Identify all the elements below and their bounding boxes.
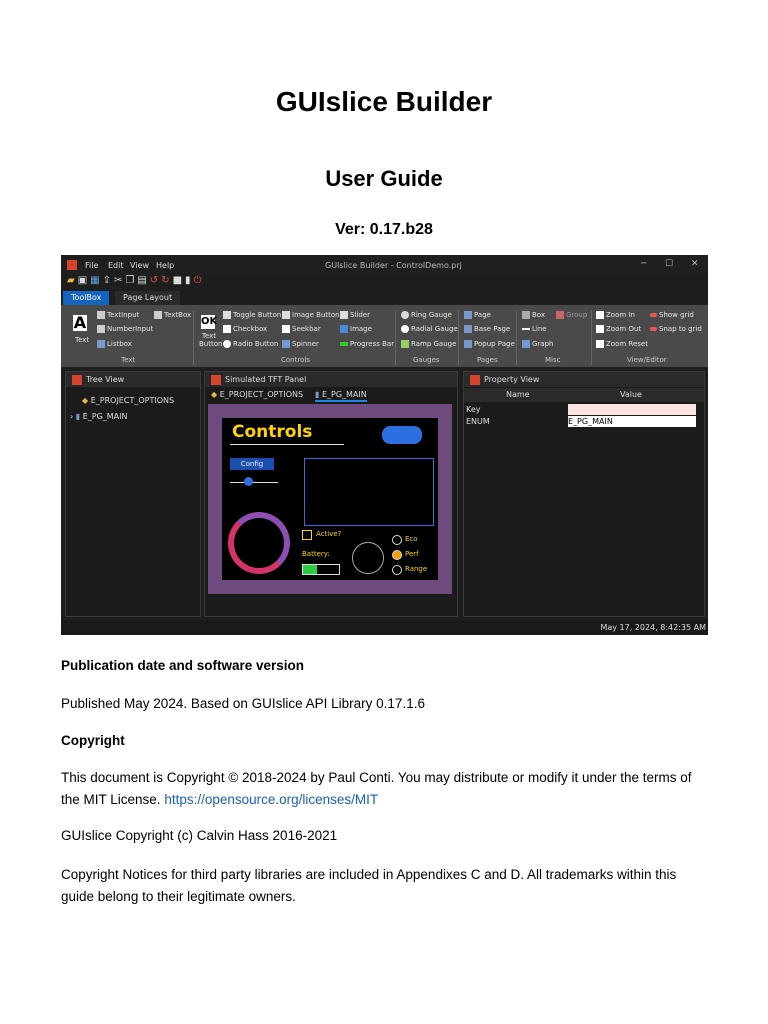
base-page-icon [464, 325, 472, 333]
slider-item[interactable]: Slider [340, 311, 370, 319]
tab-toolbox[interactable]: ToolBox [63, 291, 109, 305]
text-label[interactable]: Text [75, 336, 90, 344]
zoom-out-item[interactable]: Zoom Out [596, 325, 641, 333]
document-subtitle: User Guide [325, 166, 443, 191]
property-value-enum[interactable]: E_PG_MAIN [568, 416, 696, 427]
group-icon [556, 311, 564, 319]
line-icon [522, 328, 530, 330]
redo-icon[interactable]: ↻ [161, 275, 170, 286]
active-checkbox[interactable] [302, 530, 312, 540]
ribbon-divider [516, 311, 517, 365]
zoom-reset-icon [596, 340, 604, 348]
ramp-gauge-item[interactable]: Ramp Gauge [401, 340, 456, 348]
gauges-group-label: Gauges [413, 356, 440, 364]
textbox-item[interactable]: TextBox [154, 311, 191, 319]
box-icon [522, 311, 530, 319]
export-icon[interactable]: ⇪ [102, 275, 111, 286]
zoom-in-item[interactable]: Zoom In [596, 311, 635, 319]
copyright-paragraph [61, 767, 711, 811]
page-item[interactable]: Page [464, 311, 491, 319]
tft-canvas [208, 404, 452, 594]
property-table-header [464, 388, 704, 402]
image-icon [340, 325, 348, 333]
ribbon-divider [193, 311, 194, 365]
listbox-item[interactable]: Listbox [97, 340, 132, 348]
zoom-reset-item[interactable]: Zoom Reset [596, 340, 648, 348]
ribbon [61, 305, 708, 367]
snap-to-grid-item[interactable]: Snap to grid [650, 325, 702, 333]
radial-gauge [352, 542, 384, 574]
third-party-notice: Copyright Notices for third party libraries are included in Appendixes C and D. All trademarks within this guide belong to their legitimate owners. [61, 867, 677, 904]
slider-thumb[interactable] [244, 477, 253, 486]
app-icon [67, 260, 77, 270]
textinput-icon [97, 311, 105, 319]
numberinput-icon [97, 325, 105, 333]
save-icon[interactable]: ▦ [90, 275, 100, 286]
group-item[interactable]: Group [556, 311, 587, 319]
tft-panel-header: Simulated TFT Panel [205, 372, 457, 387]
name-column-header: Name [506, 390, 530, 399]
property-view-header: Property View [464, 372, 704, 387]
chevron-right-icon: › [70, 412, 74, 421]
undo-icon[interactable]: ↺ [149, 275, 159, 286]
graph-item[interactable]: Graph [522, 340, 553, 348]
listbox-icon [97, 340, 105, 348]
page-icon [464, 311, 472, 319]
tft-tabs [205, 388, 457, 403]
property-value-key[interactable] [568, 404, 696, 415]
maximize-icon[interactable]: ☐ [665, 259, 674, 269]
radio-range[interactable] [392, 565, 402, 575]
cut-icon[interactable]: ✂ [114, 275, 123, 286]
battery-fill [303, 565, 317, 574]
popup-page-icon [464, 340, 472, 348]
window-title: GUIslice Builder - ControlDemo.prj [325, 261, 462, 270]
guislice-copyright: GUIslice Copyright (c) Calvin Hass 2016-2021 [61, 828, 338, 843]
paste-icon[interactable]: ▤ [137, 275, 147, 286]
page-icon: ▮ [315, 390, 320, 399]
radio-perf[interactable] [392, 550, 402, 560]
text-group-label: Text [121, 356, 136, 364]
open-icon[interactable]: ▰ [67, 275, 75, 286]
tree-item-project-options[interactable]: ◆ E_PROJECT_OPTIONS [82, 396, 175, 405]
slider-icon [340, 311, 348, 319]
slider-track [230, 482, 278, 483]
toggle-icon [223, 311, 231, 319]
delete-icon[interactable]: ▮ [185, 275, 191, 286]
image-item[interactable]: Image [340, 325, 372, 333]
copyright-text: This document is Copyright © 2018-2024 by Paul Conti. You may distribute or modify it under the terms of the MIT License. [61, 770, 692, 807]
radial-gauge-item[interactable]: Radial Gauge [401, 325, 458, 333]
spinner-icon [282, 340, 290, 348]
ring-gauge [228, 512, 290, 574]
seekbar-icon [282, 325, 290, 333]
copyright-heading: Copyright [61, 733, 125, 748]
radio-eco[interactable] [392, 535, 402, 545]
graph-icon [522, 340, 530, 348]
tft-panel [204, 371, 458, 617]
quick-access-toolbar [67, 275, 267, 289]
misc-group-label: Misc [545, 356, 561, 364]
minimize-icon[interactable]: ─ [641, 259, 647, 269]
image-button-icon [282, 311, 290, 319]
page-icon: ▮ [75, 412, 81, 421]
tft-screen [222, 418, 438, 580]
battery-bar [302, 564, 340, 575]
battery-label: Battery: [302, 550, 330, 558]
radio-eco-label: Eco [405, 535, 418, 543]
radial-gauge-icon [401, 325, 409, 333]
show-grid-item[interactable]: Show grid [650, 311, 694, 319]
tree-view-header: Tree View [66, 372, 200, 387]
radio-perf-label: Perf [405, 550, 419, 558]
ribbon-tabs [61, 289, 708, 305]
property-view-panel [463, 371, 705, 617]
tab-page-layout[interactable]: Page Layout [115, 291, 180, 305]
config-button[interactable]: Config [230, 458, 274, 470]
property-name-key: Key [466, 405, 481, 414]
ribbon-divider [458, 311, 459, 365]
builder-screenshot [61, 255, 708, 635]
text-button-label[interactable]: Text Button [199, 332, 223, 348]
palette-icon: ◆ [211, 390, 218, 399]
textbox-area [304, 458, 434, 526]
radio-icon [223, 340, 231, 348]
document-version: Ver: 0.17.b28 [335, 221, 433, 238]
pages-group-label: Pages [477, 356, 498, 364]
property-name-enum: ENUM [466, 417, 490, 426]
power-icon[interactable]: ⏻ [193, 275, 202, 286]
box-item[interactable]: Box [522, 311, 545, 319]
line-item[interactable]: Line [522, 325, 547, 333]
menu-file[interactable]: File [85, 261, 99, 270]
car-icon [382, 426, 422, 444]
heading-underline [230, 444, 344, 445]
radio-range-label: Range [405, 565, 428, 573]
panel-icon [211, 375, 221, 385]
numberinput-item[interactable]: NumberInput [97, 325, 153, 333]
toggle-button-item[interactable]: Toggle Button [223, 311, 281, 319]
window-titlebar [61, 255, 708, 275]
tree-item-pg-main[interactable]: › ▮ E_PG_MAIN [70, 412, 128, 421]
tab-project-options[interactable]: ◆ E_PROJECT_OPTIONS [211, 390, 304, 399]
new-icon[interactable]: ▣ [77, 275, 88, 286]
menu-help[interactable]: Help [156, 261, 175, 270]
show-grid-toggle-icon [650, 313, 657, 317]
ring-gauge-item[interactable]: Ring Gauge [401, 311, 452, 319]
checkbox-item[interactable]: Checkbox [223, 325, 267, 333]
status-timestamp: May 17, 2024, 8:42:35 AM [600, 623, 706, 632]
base-page-item[interactable]: Base Page [464, 325, 510, 333]
text-button-icon[interactable]: OK [201, 316, 218, 327]
view-editor-group-label: View/Editor [627, 356, 667, 364]
popup-page-item[interactable]: Popup Page [464, 340, 515, 348]
zoom-in-icon [596, 311, 604, 319]
screen-heading: Controls [232, 422, 313, 442]
seekbar-item[interactable]: Seekbar [282, 325, 321, 333]
copy-icon[interactable]: ❐ [125, 275, 135, 286]
status-bar [61, 620, 708, 635]
mit-license-link[interactable]: https://opensource.org/licenses/MIT [164, 792, 379, 807]
spinner-item[interactable]: Spinner [282, 340, 319, 348]
value-column-header: Value [620, 390, 642, 399]
document-title: GUIslice Builder [275, 86, 493, 117]
progress-bar-item[interactable]: Progress Bar [340, 340, 394, 348]
ring-gauge-icon [401, 311, 409, 319]
ramp-gauge-icon [401, 340, 409, 348]
image-button-item[interactable]: Image Button [282, 311, 340, 319]
tab-pg-main[interactable]: ▮ E_PG_MAIN [315, 390, 367, 402]
checkbox-icon [223, 325, 231, 333]
close-icon[interactable]: ✕ [691, 259, 699, 269]
zoom-out-icon [596, 325, 604, 333]
textinput-item[interactable]: TextInput [97, 311, 139, 319]
ribbon-divider [591, 311, 592, 365]
snap-grid-toggle-icon [650, 327, 657, 331]
tree-view-panel [65, 371, 201, 617]
code-icon[interactable]: ■ [172, 275, 183, 286]
menu-edit[interactable]: Edit [108, 261, 124, 270]
controls-group-label: Controls [281, 356, 310, 364]
menu-view[interactable]: View [130, 261, 149, 270]
panel-icon [72, 375, 82, 385]
panel-icon [470, 375, 480, 385]
palette-icon: ◆ [82, 396, 89, 405]
publication-text: Published May 2024. Based on GUIslice API Library 0.17.1.6 [61, 696, 425, 711]
progress-icon [340, 342, 348, 346]
textbox-icon [154, 311, 162, 319]
ribbon-divider [395, 311, 396, 365]
text-icon[interactable]: A [73, 313, 87, 332]
active-label: Active? [316, 530, 342, 538]
radio-button-item[interactable]: Radio Button [223, 340, 278, 348]
publication-heading: Publication date and software version [61, 658, 305, 673]
